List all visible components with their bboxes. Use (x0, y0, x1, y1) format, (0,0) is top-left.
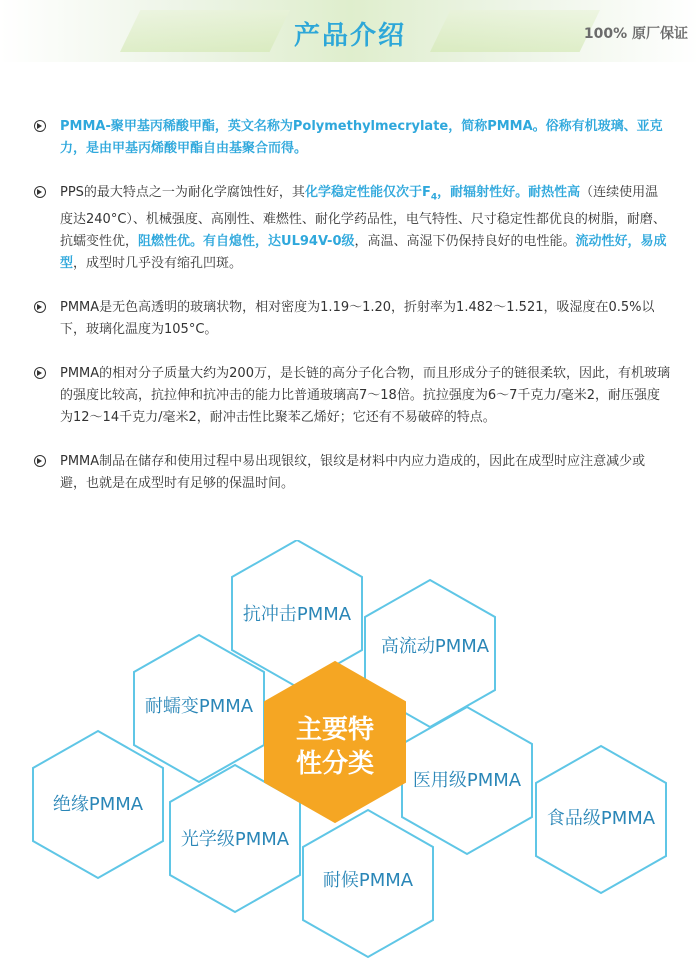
definition-text: PMMA-聚甲基丙稀酸甲酯，英文名称为Polymethylmecrylate，简称PMMA。俗称有机玻璃、亚克力，是由甲基丙烯酸甲酯自由基聚合而得。 (60, 119, 663, 156)
play-circle-icon (34, 455, 46, 467)
center-label-line1: 主要特 (295, 715, 375, 745)
label-creep: 耐蠕变PMMA (144, 696, 254, 717)
physical-text: PMMA是无色高透明的玻璃状物，相对密度为1.19～1.20，折射率为1.482～1.521，吸湿度在0.5%以下，玻璃化温度为105°C。 (60, 300, 655, 337)
properties-highlight-d: 流动性好，易成型 (60, 233, 667, 271)
properties-text-d: ，成型时几乎没有缩孔凹斑。 (73, 255, 243, 271)
header-bar (0, 0, 700, 62)
play-circle-icon (34, 367, 46, 379)
properties-highlight-a: 化学稳定性能仅次于$F_4$，耐辐射性好。耐热性高 (304, 185, 581, 203)
label-weather: 耐候PMMA (322, 870, 414, 891)
label-optical: 光学级PMMA (180, 829, 290, 850)
paragraph-physical (30, 297, 670, 340)
paragraph-properties (30, 182, 670, 274)
page-title: 产品介绍 (293, 21, 406, 51)
properties-text-a: PPS的最大特点之一为耐化学腐蚀性好，其 (60, 185, 305, 201)
paragraph-storage (30, 451, 670, 494)
label-food: 食品级PMMA (546, 808, 656, 829)
play-circle-icon (34, 301, 46, 313)
storage-text: PMMA制品在储存和使用过程中易出现银纹，银纹是材料中内应力造成的，因此在成型时应注意减少或避，也就是在成型时有足够的保温时间。 (60, 454, 646, 491)
label-impact: 抗冲击PMMA (242, 604, 352, 625)
play-circle-icon (34, 186, 46, 198)
play-circle-icon (34, 120, 46, 132)
intro-content (30, 116, 670, 494)
center-label-line2: 性分类 (295, 749, 375, 779)
strength-text: PMMA的相对分子质量大约为200万，是长链的高分子化合物，而且形成分子的链很柔软，因此，有机玻璃的强度比较高，抗拉伸和抗冲击的能力比普通玻璃高7～18倍。抗拉强度为6～7千克力/毫米2，耐压强度为12～14千克力/毫米2，耐冲击性比聚苯乙烯好；它还有不易破碎的特点。 (60, 366, 670, 425)
pmma-classification-diagram (0, 540, 700, 978)
label-medical: 医用级PMMA (412, 770, 522, 791)
guarantee-label: 100% 原厂保证 (583, 26, 688, 42)
properties-highlight-c: 阻燃性优。有自熄性，达UL94V-0级 (138, 233, 355, 249)
label-flow: 高流动PMMA (380, 636, 490, 657)
properties-text-c: ，高温、高湿下仍保持良好的电性能。 (354, 233, 576, 249)
label-insulation: 绝缘PMMA (52, 794, 144, 815)
paragraph-strength (30, 363, 670, 428)
properties-text-b: （连续使用温度达240°C）、机械强度、高刚性、难燃性、耐化学药品性，电气特性、尺寸稳定性都优良的树脂，耐磨、抗蠕变性优， (60, 185, 666, 249)
paragraph-definition (30, 116, 670, 159)
